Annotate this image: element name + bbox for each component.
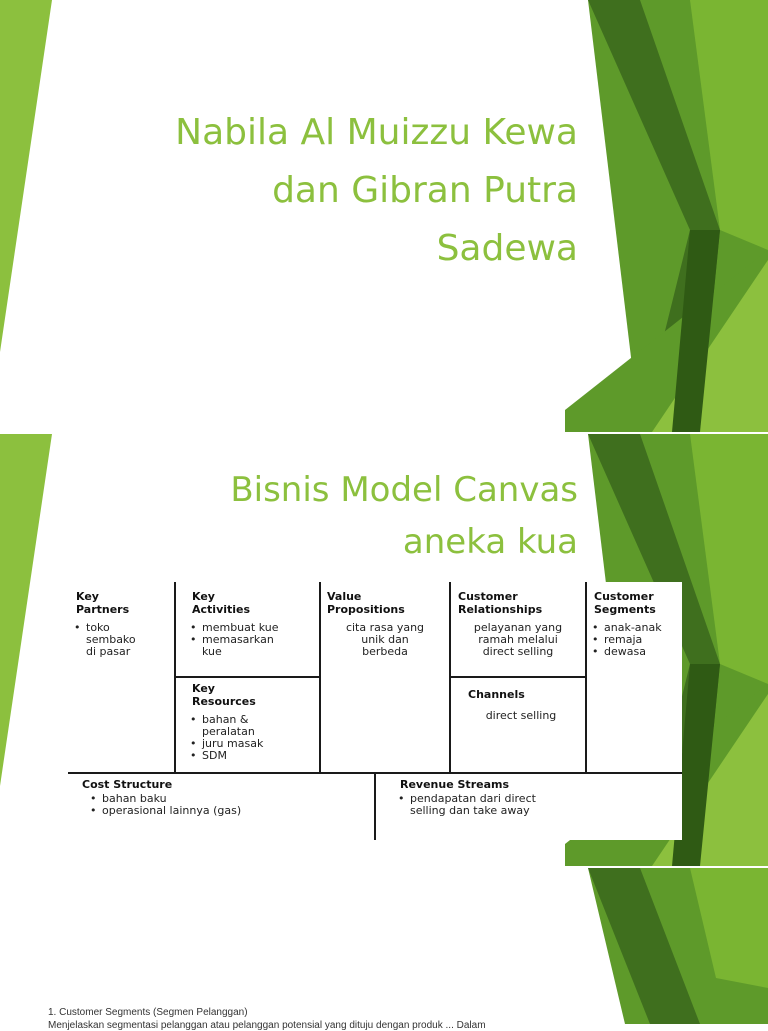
item-text: toko xyxy=(86,621,110,634)
header-line: Propositions xyxy=(327,603,405,616)
value-propositions-text xyxy=(324,622,446,658)
text-line: berbeda xyxy=(362,645,408,658)
key-resources-title xyxy=(192,682,256,708)
item-text: di pasar xyxy=(86,645,131,658)
revenue-streams-title: Revenue Streams xyxy=(400,778,510,791)
slide-description xyxy=(0,868,768,1031)
slide-title xyxy=(0,0,768,432)
cost-structure-title: Cost Structure xyxy=(82,778,173,791)
cost-structure-list xyxy=(88,793,368,817)
item-text: pendapatan dari direct xyxy=(410,792,536,805)
business-model-canvas xyxy=(66,582,682,840)
list-item xyxy=(72,622,168,658)
slide-business-model xyxy=(0,434,768,866)
slide1-title xyxy=(175,104,578,278)
title-line: Nabila Al Muizzu Kewa xyxy=(175,112,578,153)
header-line: Resources xyxy=(192,695,256,708)
key-activities-list xyxy=(188,622,318,658)
slide-decoration xyxy=(0,868,768,1024)
header-line: Relationships xyxy=(458,603,543,616)
item-text: selling dan take away xyxy=(410,804,530,817)
header-line: Customer xyxy=(594,590,654,603)
customer-relationships-text xyxy=(454,622,582,658)
item-text: kue xyxy=(202,645,222,658)
list-item xyxy=(188,714,318,738)
list-item: • bahan baku xyxy=(88,793,368,805)
customer-relationships-title xyxy=(458,590,542,616)
slide2-title xyxy=(230,464,578,568)
description-line: 1. Customer Segments (Segmen Pelanggan) xyxy=(48,1007,248,1018)
title-line: Sadewa xyxy=(436,228,578,269)
value-propositions-title xyxy=(327,590,405,616)
divider xyxy=(374,772,376,840)
key-partners-title xyxy=(76,590,129,616)
header-line: Key xyxy=(192,682,215,695)
title-line: Bisnis Model Canvas xyxy=(230,470,578,510)
customer-segments-list xyxy=(590,622,682,658)
item-text: peralatan xyxy=(202,725,255,738)
title-line: aneka kua xyxy=(402,522,578,562)
text-line: ramah melalui xyxy=(478,633,558,646)
list-item xyxy=(188,634,318,658)
list-item: • operasional lainnya (gas) xyxy=(88,805,368,817)
divider xyxy=(174,676,320,678)
item-text: sembako xyxy=(86,633,136,646)
list-item: • dewasa xyxy=(590,646,682,658)
text-line: direct selling xyxy=(482,645,554,658)
title-line: dan Gibran Putra xyxy=(272,170,578,211)
header-line: Customer xyxy=(458,590,518,603)
channels-text: direct selling xyxy=(485,709,557,722)
customer-segments-title xyxy=(594,590,656,616)
key-resources-list xyxy=(188,714,318,762)
divider xyxy=(449,676,586,678)
header-line: Key xyxy=(76,590,99,603)
item-text: bahan & xyxy=(202,713,249,726)
text-line: cita rasa yang xyxy=(345,621,425,634)
header-line: Segments xyxy=(594,603,656,616)
header-line: Activities xyxy=(192,603,251,616)
header-line: Value xyxy=(327,590,362,603)
list-item: • SDM xyxy=(188,750,318,762)
list-item: • juru masak xyxy=(188,738,318,750)
list-item xyxy=(396,793,676,817)
text-line: pelayanan yang xyxy=(473,621,563,634)
key-activities-title xyxy=(192,590,250,616)
text-line: unik dan xyxy=(361,633,409,646)
description-line: Menjelaskan segmentasi pelanggan atau pelanggan potensial yang dituju dengan produk ... Dalam xyxy=(48,1020,486,1031)
list-item: • anak-anak xyxy=(590,622,682,634)
list-item: • membuat kue xyxy=(188,622,318,634)
channels-title: Channels xyxy=(468,688,525,701)
list-item: • remaja xyxy=(590,634,682,646)
revenue-streams-list xyxy=(396,793,676,817)
item-text: memasarkan xyxy=(202,633,274,646)
header-line: Partners xyxy=(76,603,130,616)
header-line: Key xyxy=(192,590,215,603)
key-partners-list xyxy=(72,622,168,658)
